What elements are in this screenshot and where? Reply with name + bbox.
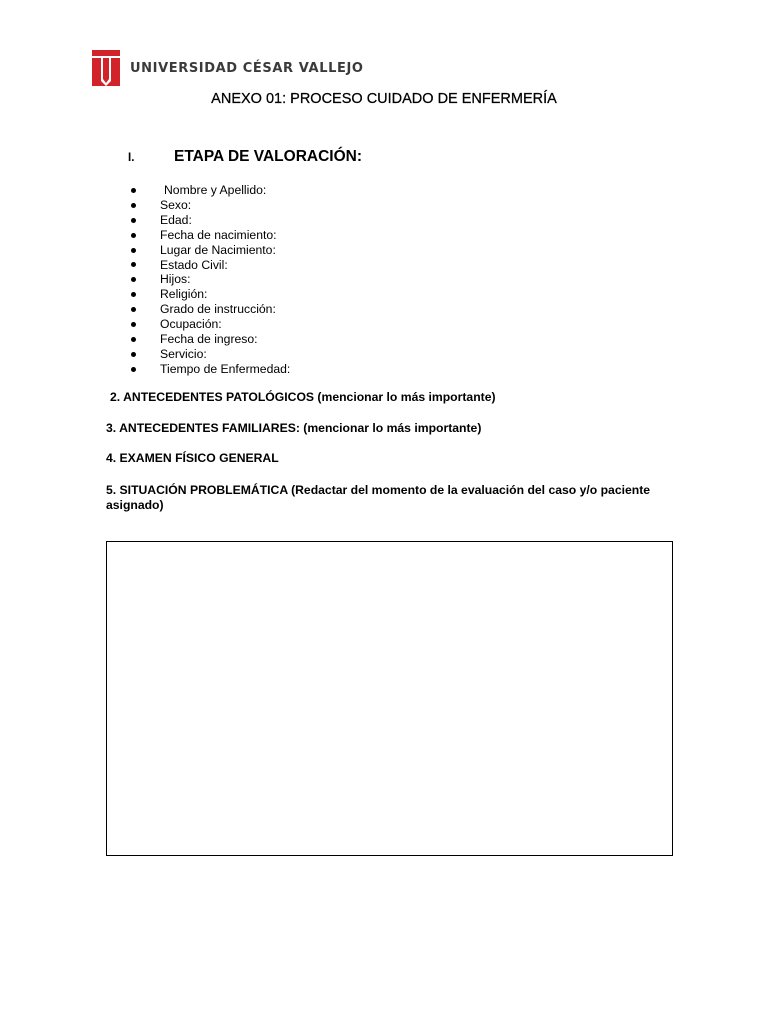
list-item: [131, 243, 290, 258]
list-item: [131, 302, 290, 317]
document-title: ANEXO 01: PROCESO CUIDADO DE ENFERMERÍA: [211, 91, 557, 107]
bullet-icon: [131, 307, 136, 312]
field-label: Tiempo de Enfermedad:: [160, 361, 291, 376]
bullet-icon: [131, 337, 136, 342]
field-label: Sexo:: [160, 197, 192, 212]
list-item: [131, 332, 290, 347]
list-item: [131, 272, 290, 287]
list-item: [131, 198, 290, 213]
bullet-icon: [131, 292, 136, 297]
list-item: [131, 183, 290, 198]
list-item: [131, 258, 290, 273]
list-item: [131, 317, 290, 332]
section-heading-valoracion: [128, 148, 362, 166]
list-item: [131, 228, 290, 243]
field-label: Edad:: [160, 212, 192, 227]
list-item: [131, 347, 290, 362]
field-label: Fecha de nacimiento:: [160, 227, 277, 242]
list-item: [131, 287, 290, 302]
field-label: Nombre y Apellido:: [164, 183, 267, 197]
bullet-icon: [131, 262, 136, 267]
heading-antecedentes-familiares: 3. ANTECEDENTES FAMILIARES: (mencionar lo más importante): [106, 421, 482, 435]
heading-antecedentes-patologicos: 2. ANTECEDENTES PATOLÓGICOS (mencionar lo más importante): [110, 390, 496, 404]
bullet-icon: [131, 367, 136, 372]
section-number: I.: [128, 152, 135, 164]
field-label: Grado de instrucción:: [160, 302, 276, 317]
list-item: [131, 362, 290, 377]
bullet-icon: [131, 203, 136, 208]
heading-situacion-problematica: 5. SITUACIÓN PROBLEMÁTICA (Redactar del momento de la evaluación del caso y/o paciente asignado): [106, 483, 651, 512]
bullet-icon: [131, 322, 136, 327]
field-label: Fecha de ingreso:: [160, 332, 258, 347]
field-label: Religión:: [160, 287, 208, 302]
ucv-shield-icon: [90, 48, 122, 88]
bullet-icon: [131, 188, 136, 193]
bullet-icon: [131, 277, 136, 282]
bullet-icon: [131, 218, 136, 223]
situacion-answer-box[interactable]: [106, 541, 673, 856]
list-item: [131, 213, 290, 228]
field-label: Servicio:: [160, 346, 207, 361]
section-title: ETAPA DE VALORACIÓN:: [174, 148, 363, 165]
bullet-icon: [131, 233, 136, 238]
heading-examen-fisico: 4. EXAMEN FÍSICO GENERAL: [106, 451, 279, 465]
university-logo: [90, 48, 364, 88]
field-label: Lugar de Nacimiento:: [160, 242, 276, 257]
patient-data-list: [131, 183, 290, 377]
field-label: Hijos:: [160, 272, 191, 287]
logo-text: UNIVERSIDAD CÉSAR VALLEJO: [130, 60, 364, 76]
bullet-icon: [131, 352, 136, 357]
field-label: Estado Civil:: [160, 257, 228, 272]
field-label: Ocupación:: [160, 317, 222, 332]
bullet-icon: [131, 248, 136, 253]
